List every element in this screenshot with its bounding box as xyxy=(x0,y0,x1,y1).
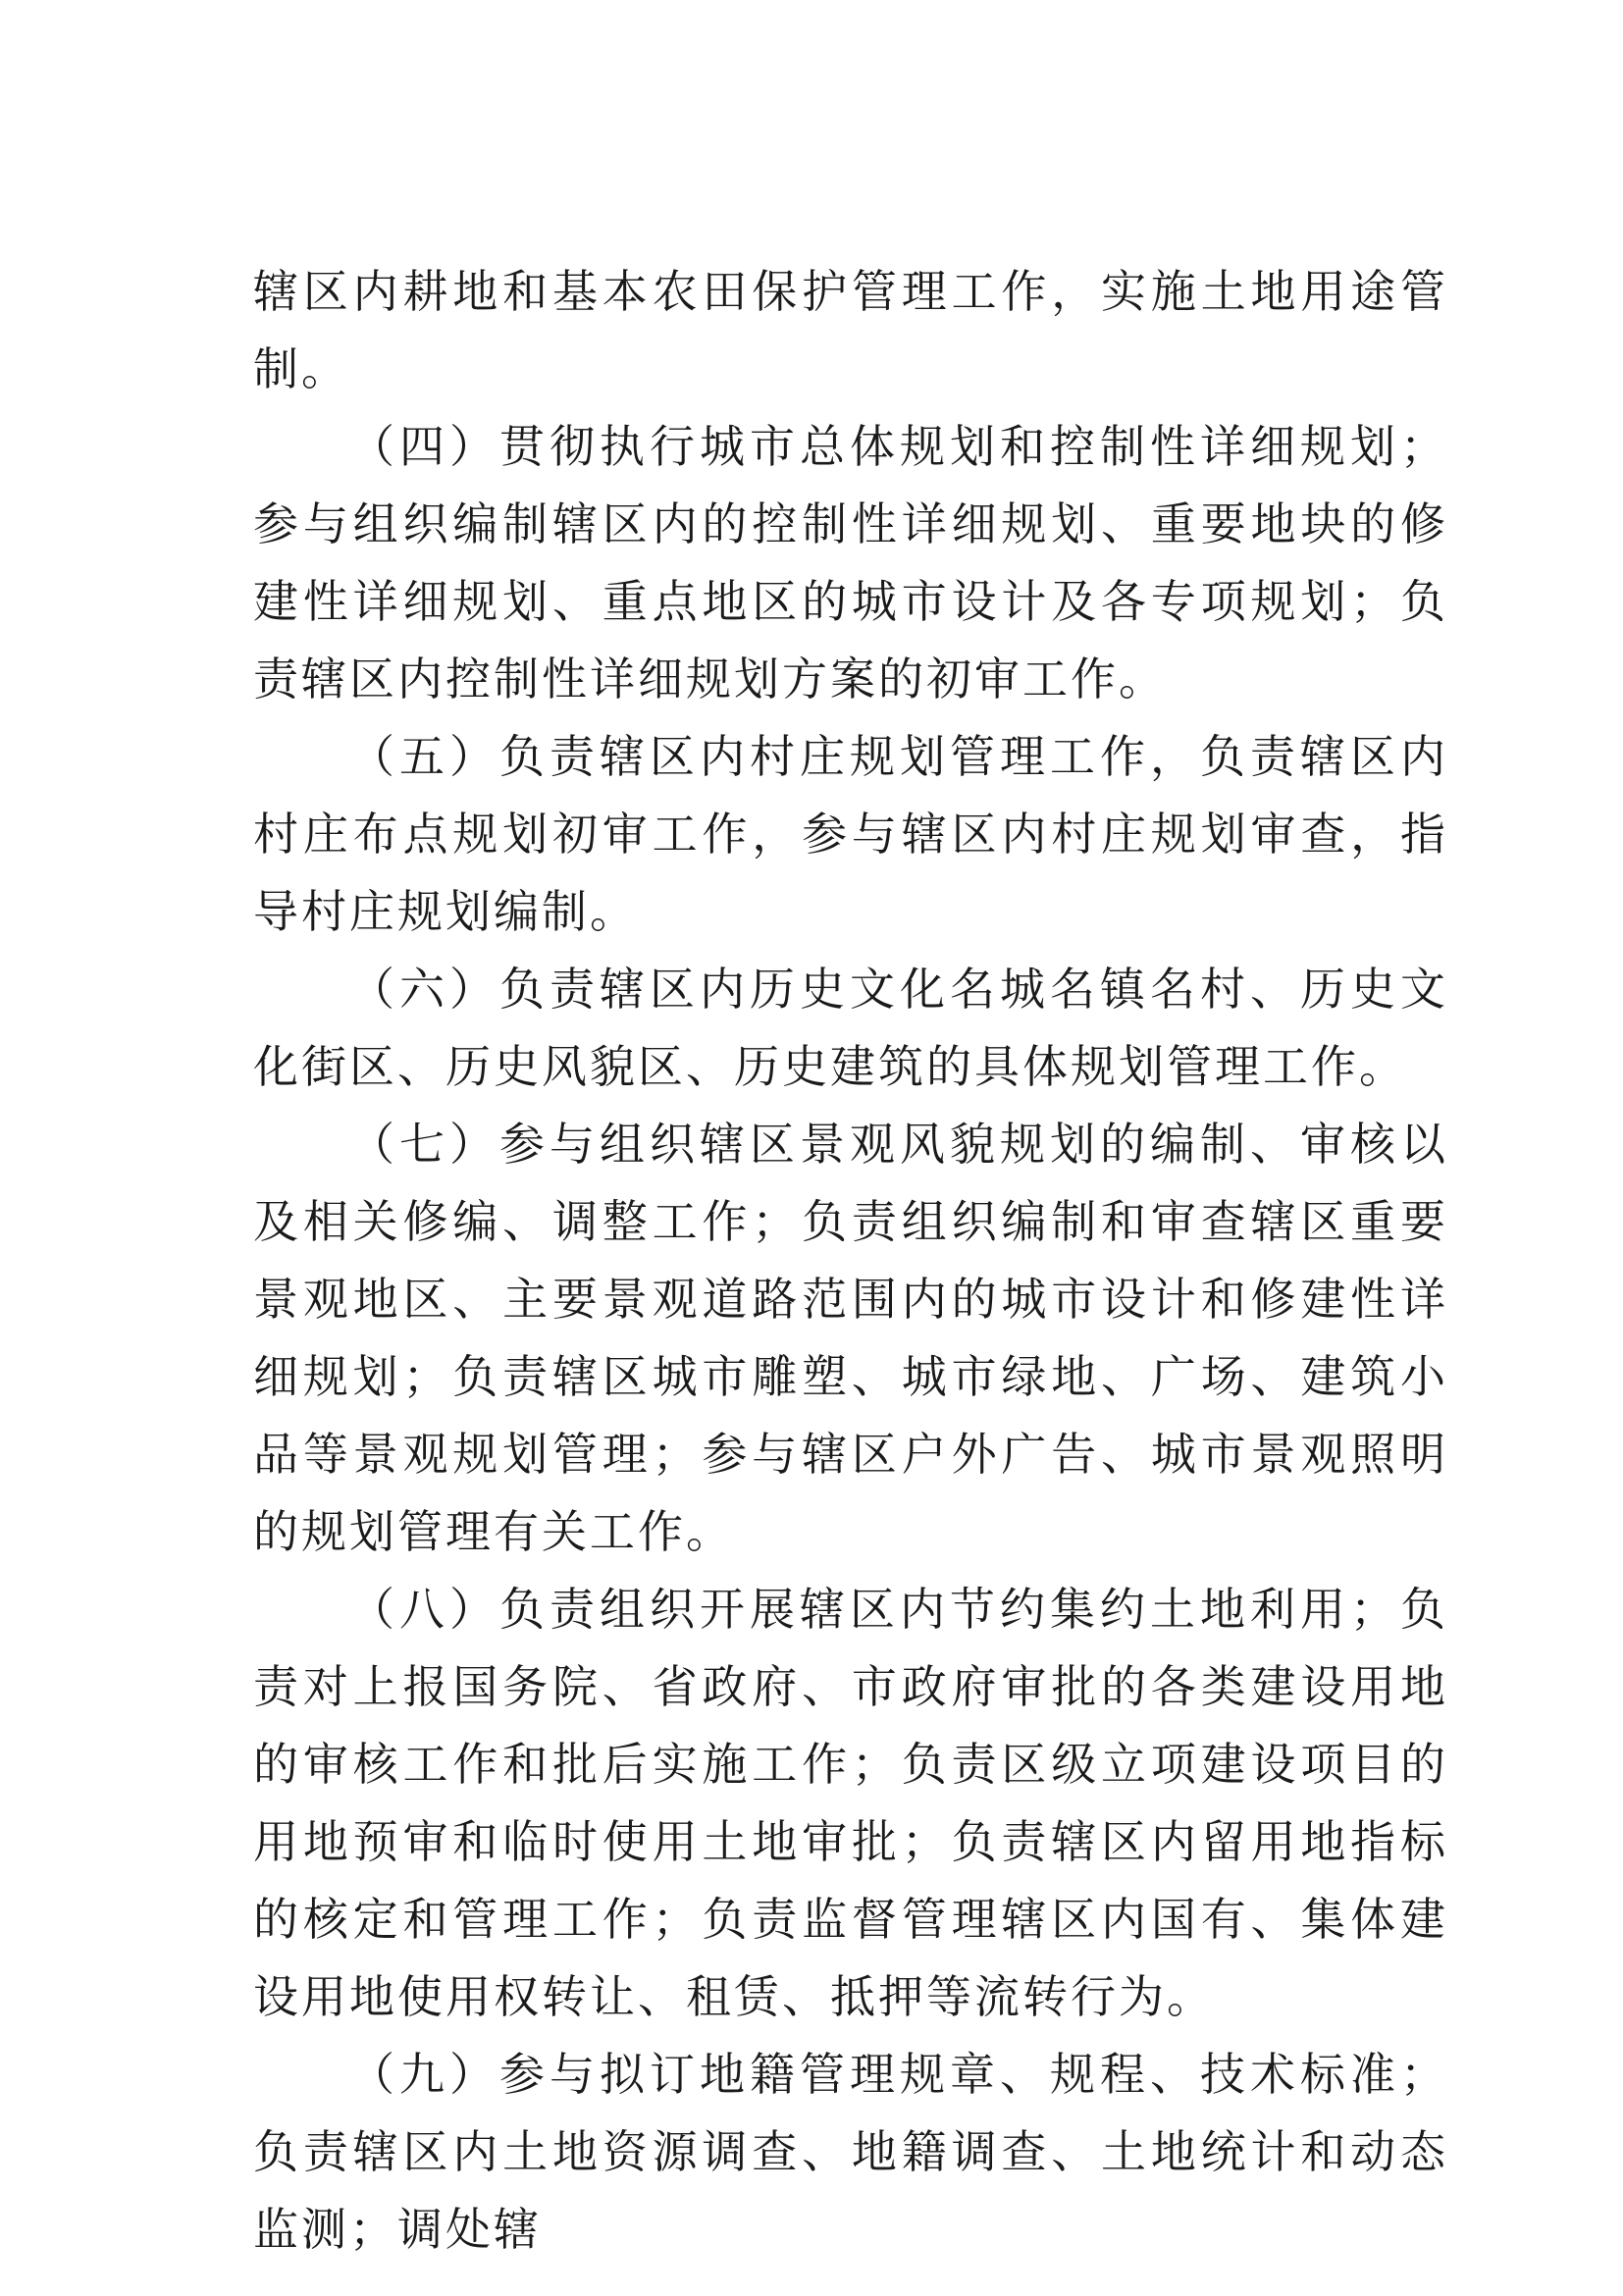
paragraph-item-7: （七）参与组织辖区景观风貌规划的编制、审核以及相关修编、调整工作；负责组织编制和审查辖区重要景观地区、主要景观道路范围内的城市设计和修建性详细规划；负责辖区城市雕塑、城市绿地、广场、建筑小品等景观规划管理；参与辖区户外广告、城市景观照明的规划管理有关工作。 xyxy=(253,1118,1448,1558)
paragraph-continuation: 辖区内耕地和基本农田保护管理工作，实施土地用途管制。 xyxy=(253,265,1448,395)
paragraph-item-8: （八）负责组织开展辖区内节约集约土地利用；负责对上报国务院、省政府、市政府审批的各类建设用地的审核工作和批后实施工作；负责区级立项建设项目的用地预审和临时使用土地审批；负责辖区内留用地指标的核定和管理工作；负责监督管理辖区内国有、集体建设用地使用权转让、租赁、抵押等流转行为。 xyxy=(253,1583,1448,2023)
paragraph-item-6: （六）负责辖区内历史文化名城名镇名村、历史文化街区、历史风貌区、历史建筑的具体规划管理工作。 xyxy=(253,963,1448,1093)
paragraph-item-4: （四）贯彻执行城市总体规划和控制性详细规划；参与组织编制辖区内的控制性详细规划、重要地块的修建性详细规划、重点地区的城市设计及各专项规划；负责辖区内控制性详细规划方案的初审工作。 xyxy=(253,420,1448,705)
document-body xyxy=(253,253,1448,2269)
paragraph-item-9: （九）参与拟订地籍管理规章、规程、技术标准；负责辖区内土地资源调查、地籍调查、土地统计和动态监测；调处辖 xyxy=(253,2048,1448,2256)
paragraph-item-5: （五）负责辖区内村庄规划管理工作，负责辖区内村庄布点规划初审工作，参与辖区内村庄规划审查，指导村庄规划编制。 xyxy=(253,730,1448,938)
